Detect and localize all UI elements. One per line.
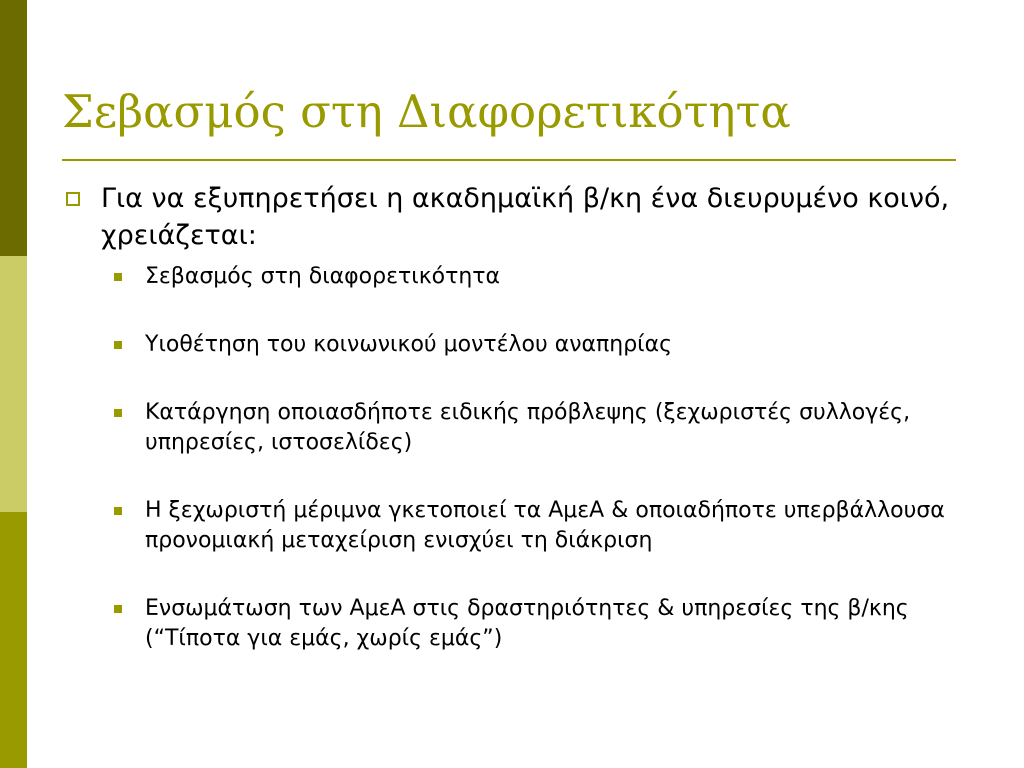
filled-square-bullet-icon (114, 409, 122, 417)
sub-bullet-item (62, 398, 982, 458)
filled-square-bullet-icon (114, 605, 122, 613)
sub-bullet-item (62, 594, 982, 654)
sub-bullet-text: Υιοθέτηση του κοινωνικού μοντέλου αναπηρίας (145, 332, 673, 357)
hollow-square-bullet-icon (66, 192, 80, 206)
sub-bullet-item (62, 330, 982, 360)
sub-bullet-text: Η ξεχωριστή μέριμνα γκετοποιεί τα ΑμεΑ & οποιαδήποτε υπερβάλλουσα προνομιακή μεταχείριση ενισχύει τη διάκριση (145, 498, 945, 553)
title-divider (62, 159, 956, 161)
side-bar-middle (0, 256, 27, 512)
sub-bullet-text: Κατάργηση οποιασδήποτε ειδικής πρόβλεψης (ξεχωριστές συλλογές, υπηρεσίες, ιστοσελίδες) (145, 400, 911, 455)
slide-content (62, 180, 982, 654)
filled-square-bullet-icon (114, 273, 122, 281)
sub-bullet-item (62, 496, 982, 556)
side-bar-bottom (0, 512, 27, 768)
sub-bullet-list (62, 262, 982, 654)
slide-title: Σεβασμός στη Διαφορετικότητα (62, 85, 791, 138)
sub-bullet-text: Ενσωμάτωση των ΑμεΑ στις δραστηριότητες & υπηρεσίες της β/κης (“Τίποτα για εμάς, χωρίς εμάς”) (145, 596, 909, 651)
sub-bullet-text: Σεβασμός στη διαφορετικότητα (145, 264, 501, 289)
filled-square-bullet-icon (114, 341, 122, 349)
filled-square-bullet-icon (114, 507, 122, 515)
side-bar-top (0, 0, 27, 256)
sub-bullet-item (62, 262, 982, 292)
main-bullet-text: Για να εξυπηρετήσει η ακαδημαϊκή β/κη ένα διευρυμένο κοινό, χρειάζεται: (101, 183, 950, 251)
main-bullet-point (62, 180, 982, 254)
